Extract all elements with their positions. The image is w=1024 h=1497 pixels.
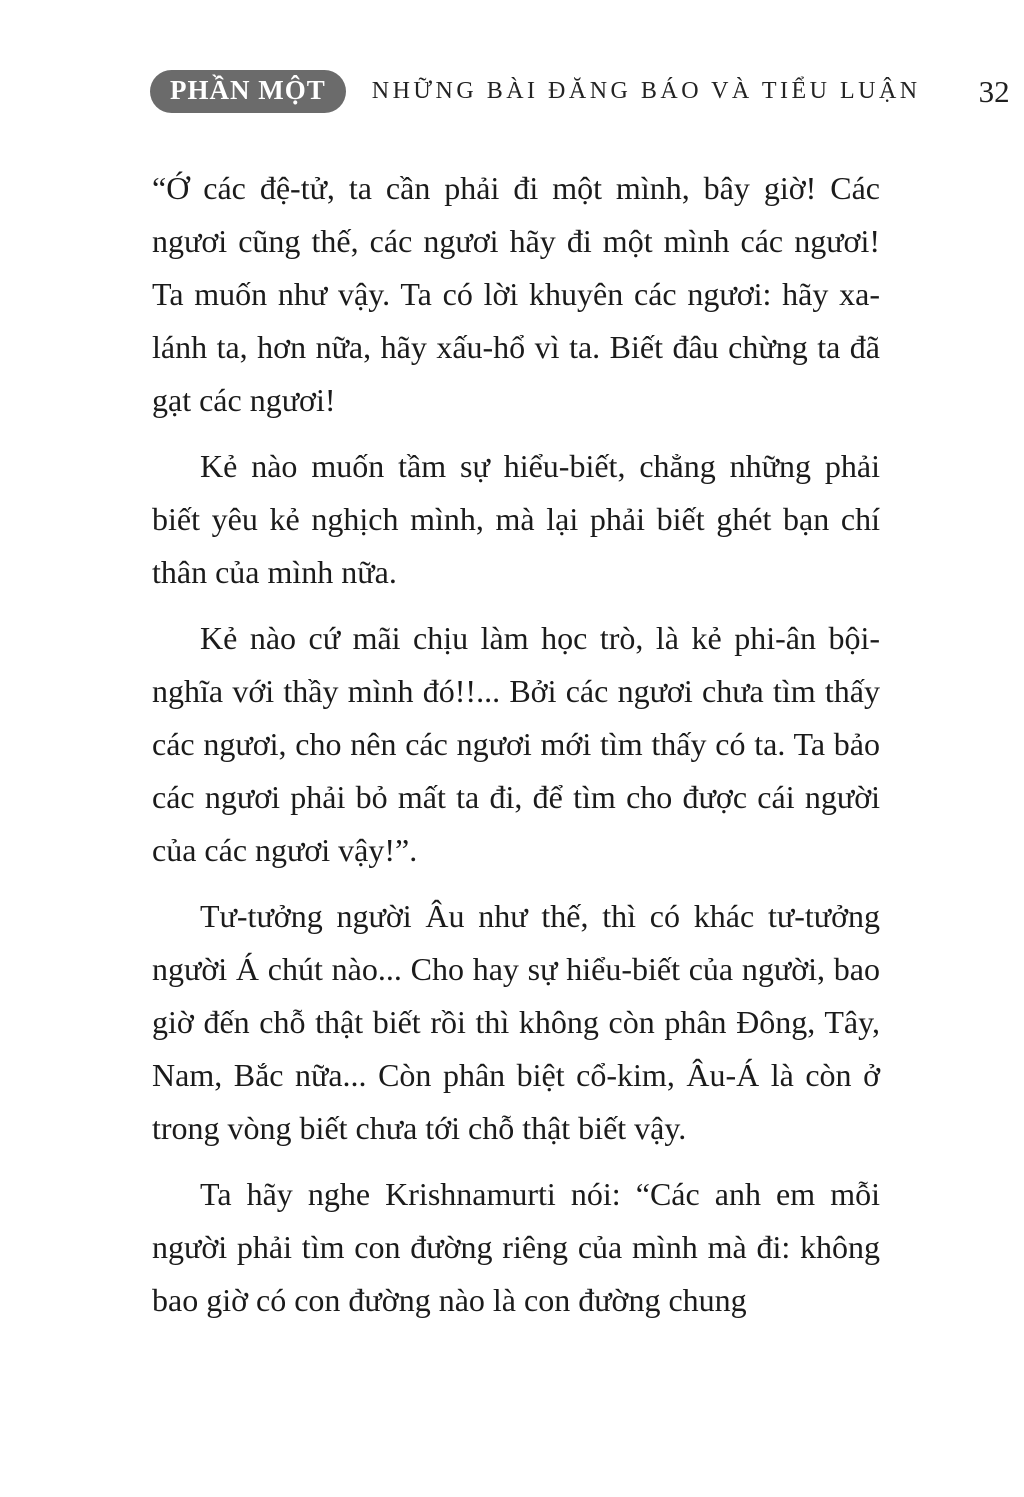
paragraph-5: Ta hãy nghe Krishnamurti nói: “Các anh em mỗi người phải tìm con đường riêng của mình mà đi: không bao giờ có con đường nào là con đường chung [152,1176,880,1318]
running-header [150,70,1010,113]
paragraph-1: “Ớ các đệ-tử, ta cần phải đi một mình, bây giờ! Các ngươi cũng thế, các ngươi hãy đi một mình các ngươi! Ta muốn như vậy. Ta có lời khuyên các ngươi: hãy xa-lánh ta, hơn nữa, hãy xấu-hổ vì ta. Biết đâu chừng ta đã gạt các ngươi! [152,170,880,418]
page-number: 32 [978,73,1010,109]
paragraph-3: Kẻ nào cứ mãi chịu làm học trò, là kẻ phi-ân bội-nghĩa với thầy mình đó!!... Bởi các ngươi chưa tìm thấy các ngươi, cho nên các ngươi mới tìm thấy có ta. Ta bảo các ngươi phải bỏ mất ta đi, để tìm cho được cái người của các ngươi vậy!”. [152,620,880,868]
section-badge: PHẦN MỘT [150,70,346,113]
paragraph-2: Kẻ nào muốn tầm sự hiểu-biết, chẳng những phải biết yêu kẻ nghịch mình, mà lại phải biết ghét bạn chí thân của mình nữa. [152,448,880,590]
running-header-title: NHỮNG BÀI ĐĂNG BÁO VÀ TIỂU LUẬN [371,78,921,104]
paragraph-4: Tư-tưởng người Âu như thế, thì có khác tư-tưởng người Á chút nào... Cho hay sự hiểu-biết của người, bao giờ đến chỗ thật biết rồi thì không còn phân Đông, Tây, Nam, Bắc nữa... Còn phân biệt cổ-kim, Âu-Á là còn ở trong vòng biết chưa tới chỗ thật biết vậy. [152,898,880,1146]
page-body [152,162,880,1340]
